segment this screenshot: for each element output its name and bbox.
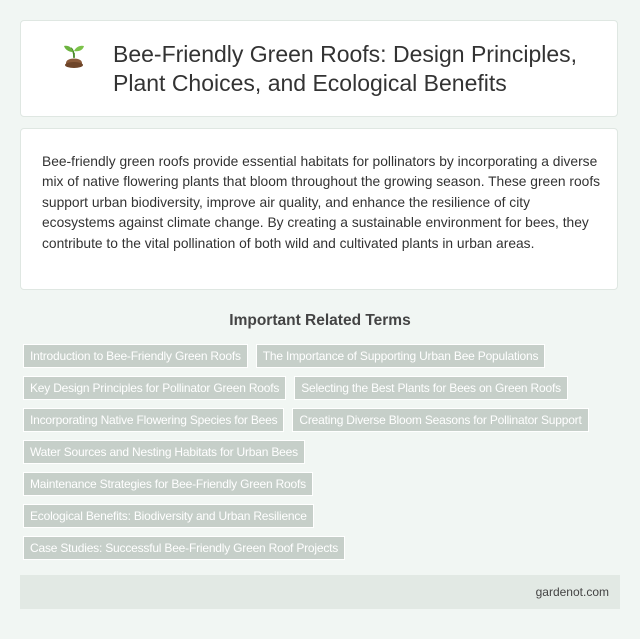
tag-row — [23, 376, 623, 400]
sprout-icon — [62, 43, 86, 71]
footer — [20, 575, 620, 609]
related-term-tag[interactable]: Introduction to Bee-Friendly Green Roofs — [23, 344, 248, 368]
related-term-tag[interactable]: Ecological Benefits: Biodiversity and Urban Resilience — [23, 504, 314, 528]
tag-row — [23, 408, 623, 432]
tag-row — [23, 440, 623, 464]
footer-site-link[interactable]: gardenot.com — [535, 585, 609, 599]
related-terms-list — [23, 344, 623, 568]
related-term-tag[interactable]: Selecting the Best Plants for Bees on Green Roofs — [294, 376, 568, 400]
related-term-tag[interactable]: The Importance of Supporting Urban Bee Populations — [256, 344, 546, 368]
related-term-tag[interactable]: Water Sources and Nesting Habitats for Urban Bees — [23, 440, 305, 464]
tag-row — [23, 472, 623, 496]
related-term-tag[interactable]: Incorporating Native Flowering Species for Bees — [23, 408, 284, 432]
related-term-tag[interactable]: Maintenance Strategies for Bee-Friendly Green Roofs — [23, 472, 313, 496]
related-term-tag[interactable]: Creating Diverse Bloom Seasons for Pollinator Support — [292, 408, 588, 432]
tag-row — [23, 536, 623, 560]
summary-text: Bee-friendly green roofs provide essential habitats for pollinators by incorporating a diverse mix of native flowering plants that bloom throughout the growing season. These green roofs support urban biodiversity, improve air quality, and enhance the resilience of city ecosystems against climate change. By creating a sustainable environment for bees, they contribute to the vital pollination of both wild and cultivated plants in urban areas. — [42, 154, 601, 251]
tag-row — [23, 504, 623, 528]
related-term-tag[interactable]: Key Design Principles for Pollinator Green Roofs — [23, 376, 286, 400]
tag-row — [23, 344, 623, 368]
page-title: Bee-Friendly Green Roofs: Design Principles, Plant Choices, and Ecological Benefits — [113, 41, 578, 96]
related-terms-heading: Important Related Terms — [229, 312, 411, 329]
related-term-tag[interactable]: Case Studies: Successful Bee-Friendly Green Roof Projects — [23, 536, 345, 560]
